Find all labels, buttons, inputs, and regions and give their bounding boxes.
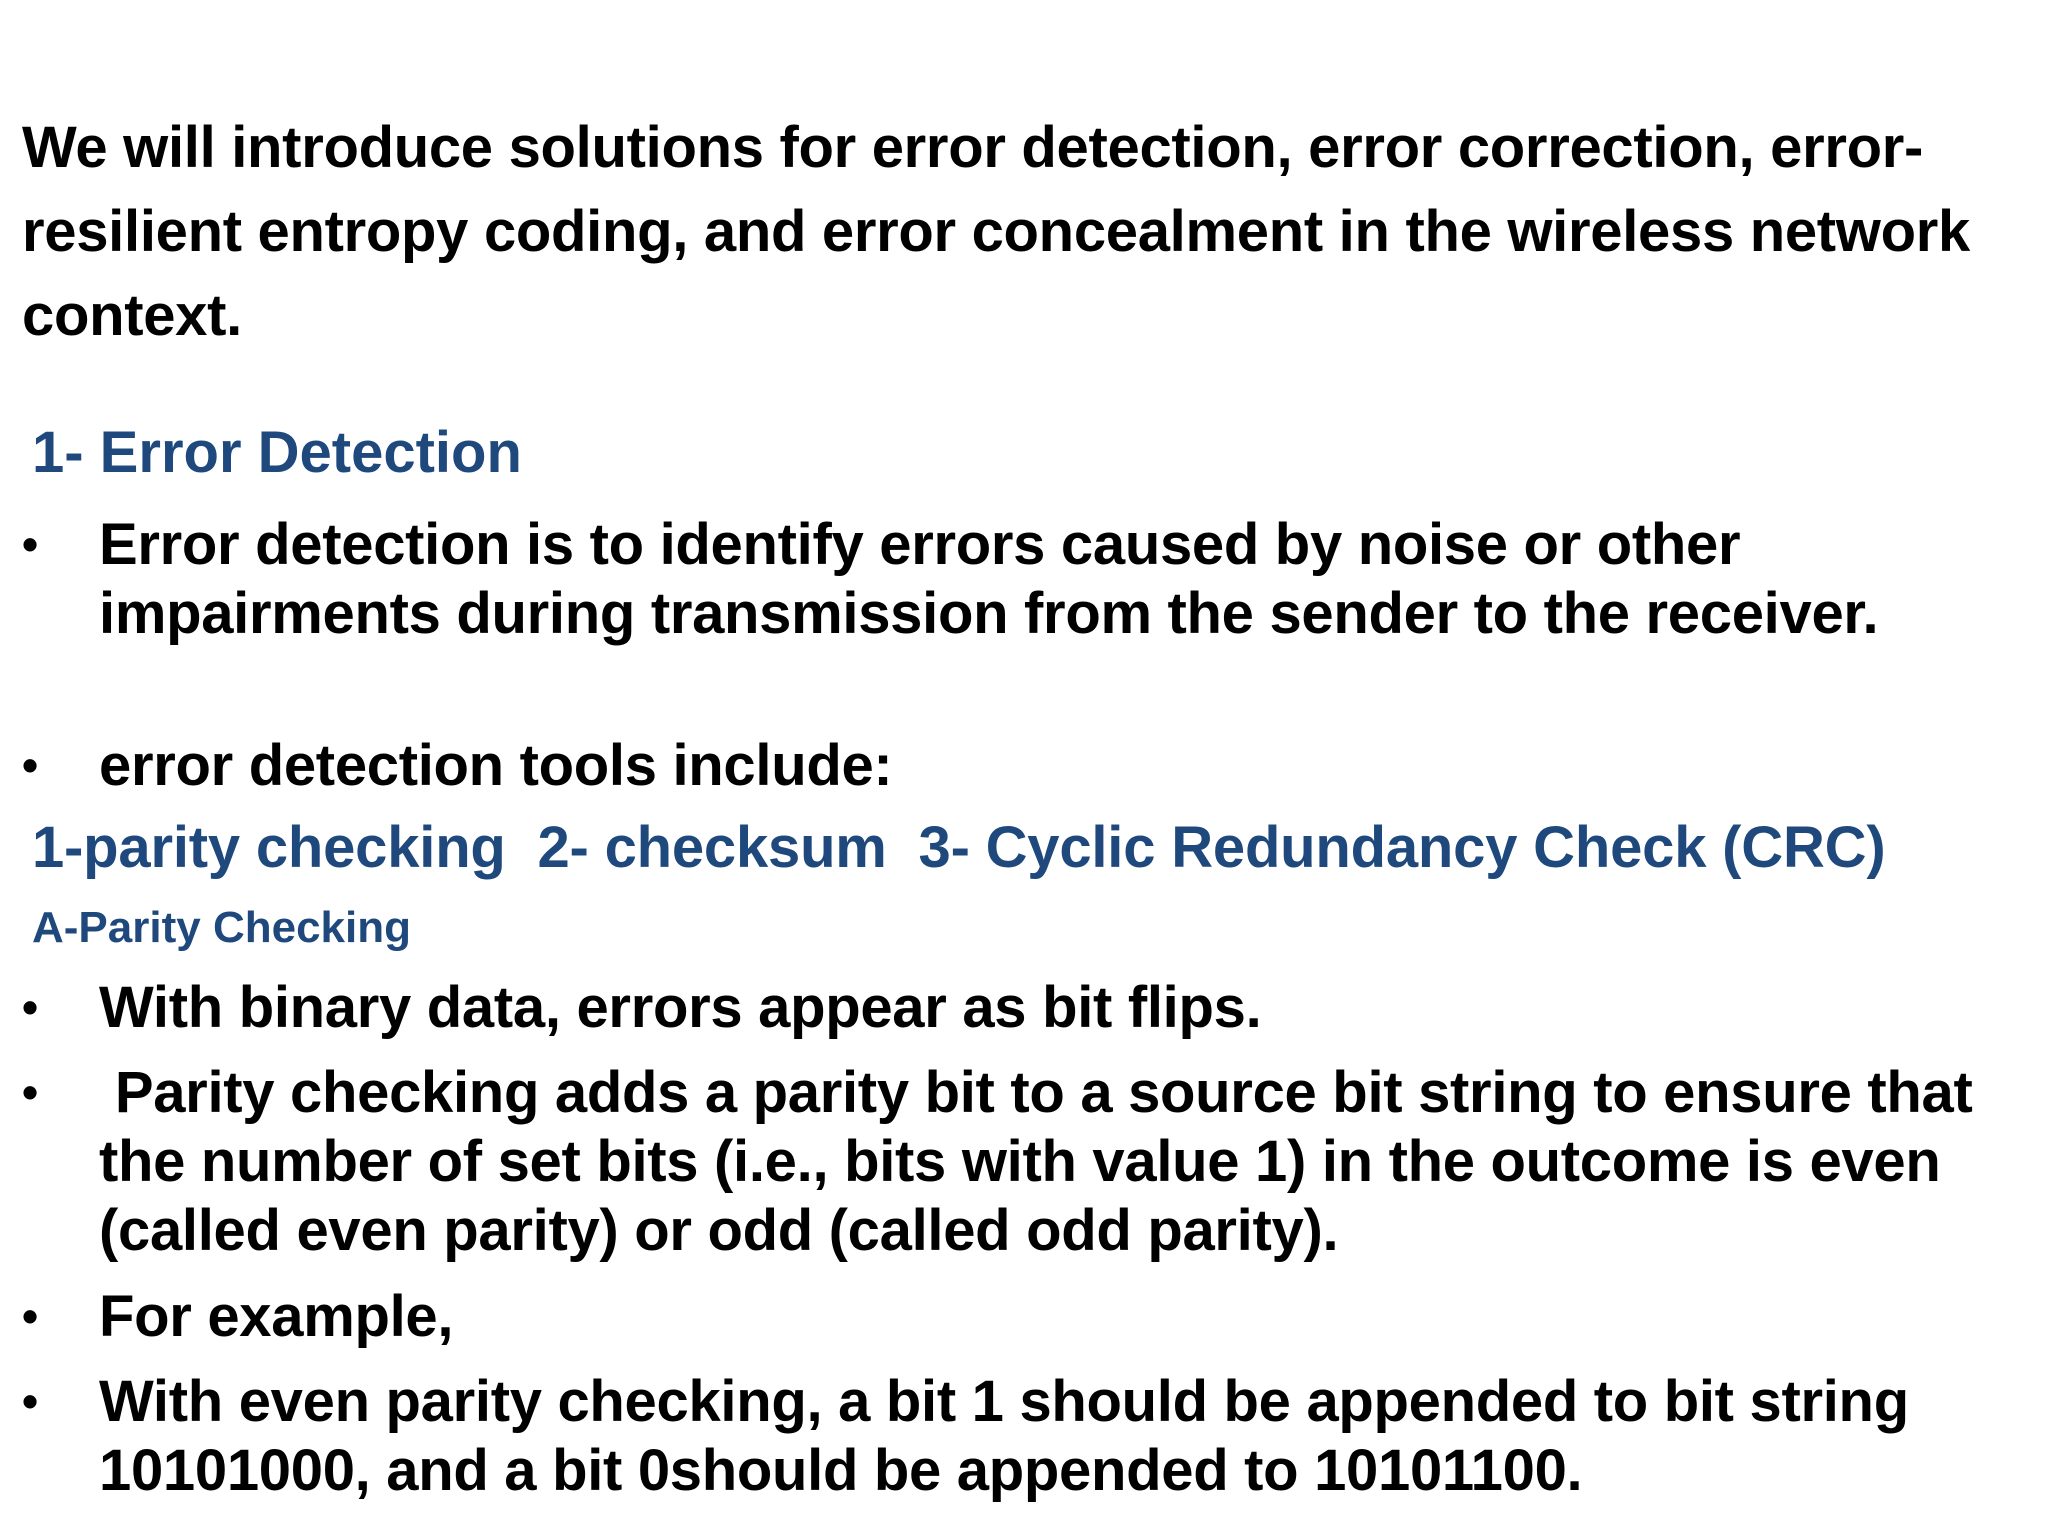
bullet-text: error detection tools include: <box>99 733 893 798</box>
bullet-icon: • <box>22 1066 39 1118</box>
bullet-icon: • <box>22 518 39 570</box>
bullet-icon: • <box>22 1290 39 1342</box>
intro-paragraph: We will introduce solutions for error detection, error correction, error-resilient entropy coding, and error concealment in the wireless network context. <box>22 115 1970 348</box>
detection-tools-list: 1-parity checking 2- checksum 3- Cyclic Redundancy Check (CRC) <box>32 815 1886 880</box>
bullet-icon: • <box>22 1375 39 1427</box>
bullet-text: Parity checking adds a parity bit to a source bit string to ensure that the number of set bits (i.e., bits with value 1) in the outcome is even (called even parity) or odd (called odd parity). <box>99 1060 1989 1263</box>
subheading-parity-checking: A-Parity Checking <box>32 903 411 952</box>
bullet-text: With binary data, errors appear as bit flips. <box>99 975 1262 1040</box>
bullet-icon: • <box>22 981 39 1033</box>
bullet-text: With even parity checking, a bit 1 should be appended to bit string 10101000, and a bit 0should be appended to 10101100. <box>99 1369 1909 1503</box>
section-heading-error-detection: 1- Error Detection <box>32 420 522 485</box>
bullet-icon: • <box>22 739 39 791</box>
bullet-text: Error detection is to identify errors caused by noise or other impairments during transmission from the sender to the receiver. <box>99 512 1879 646</box>
bullet-text: For example, <box>99 1284 454 1349</box>
